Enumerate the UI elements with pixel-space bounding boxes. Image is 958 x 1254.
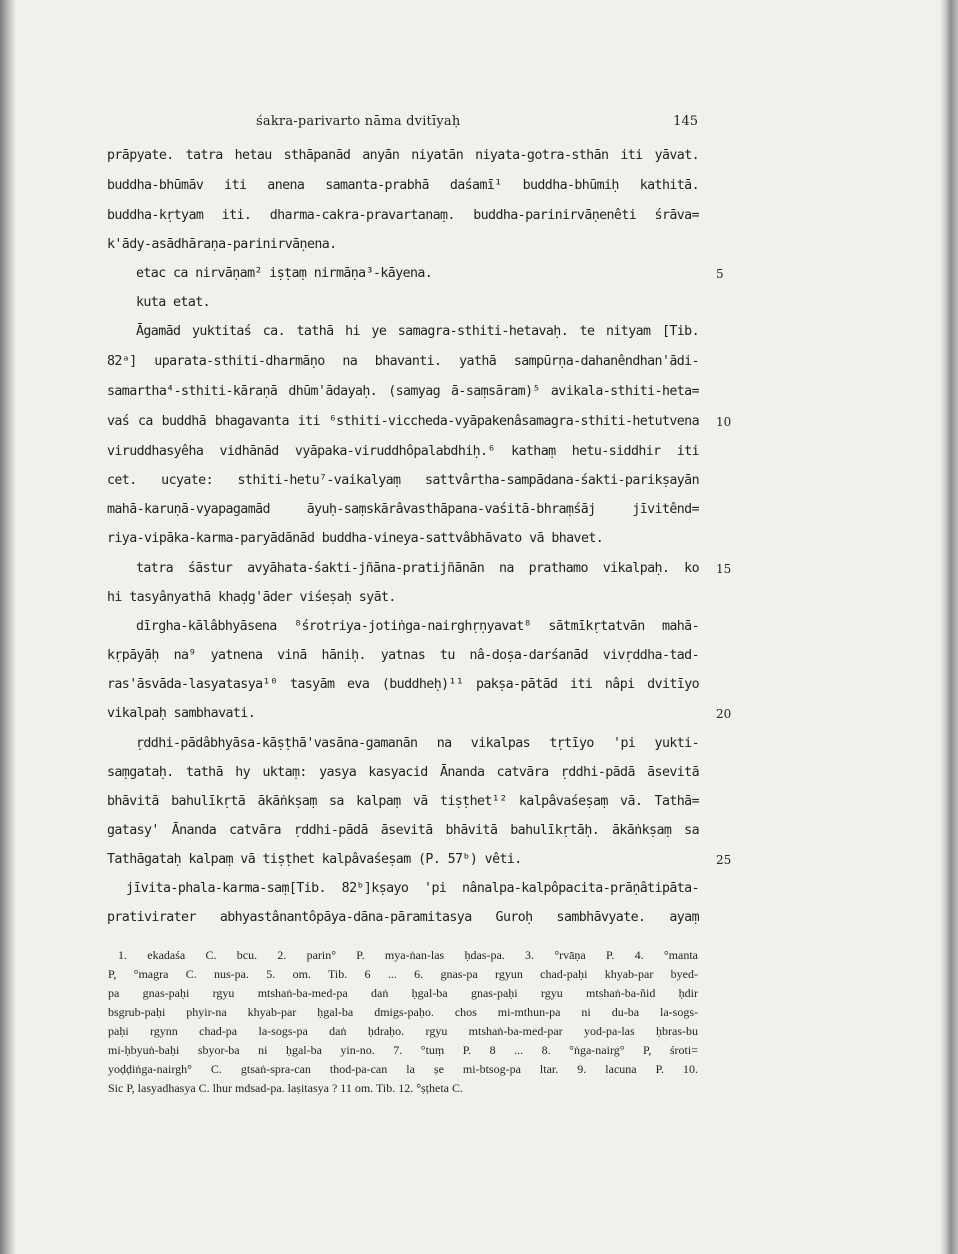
scan-shadow-left [0,0,16,1254]
text-line: ras'āsvāda-lasyatasya¹⁰ tasyām eva (buddheḥ)¹¹ pakṣa-pātād iti nâpi dvitīyo [107,677,699,692]
text-line: cet. ucyate: sthiti-hetu⁷-vaikalyaṃ sattvârtha-sampādana-śakti-parikṣayān [107,473,699,488]
footnote-line: mi-ḥbyuṅ-baḥi sbyor-ba ni ḥgal-ba yin-no. 7. °tuṃ P. 8 ... 8. °ṅga-nairg° P, śroti= [108,1043,698,1057]
scan-shadow-right [940,0,958,1254]
footnote-line: 1. ekadaśa C. bcu. 2. parin° P. mya-ṅan-las ḥdas-pa. 3. °rvāṇa P. 4. °manta [118,948,698,962]
line-number: 5 [716,267,724,281]
footnote-line: P, °magra C. nus-pa. 5. om. Tib. 6 ... 6. gnas-pa rgyun chad-paḥi khyab-par byed- [108,967,698,981]
footnote-line: pa gnas-paḥi rgyu mtshaṅ-ba-med-pa daṅ ḥgal-ba gnas-paḥi rgyu mtshaṅ-ba-ñid ḥdir [108,986,698,1000]
page-header [106,114,698,136]
text-line: Tathāgataḥ kalpaṃ vā tiṣṭhet kalpâvaśeṣam (P. 57ᵇ) vêti. [107,852,522,867]
text-line: kuta etat. [136,295,211,310]
text-line: mahā-karuṇā-vyapagamād āyuḥ-saṃskārâvasthāpana-vaśitā-bhraṃśāj jīvitênd= [107,502,699,517]
text-line: Āgamād yuktitaś ca. tathā hi ye samagra-sthiti-hetavaḥ. te nityam [Tib. [136,324,699,339]
text-line: kṛpāyāḥ na⁹ yatnena vinā hāniḥ. yatnas tu nâ-doṣa-darśanād vivṛddha-tad- [107,648,699,663]
text-line: prāpyate. tatra hetau sthāpanād anyān niyatān niyata-gotra-sthān iti yāvat. [107,148,699,163]
text-line: jīvita-phala-karma-saṃ[Tib. 82ᵇ]kṣayo 'pi nânalpa-kalpôpacita-prāṇâtipāta- [126,881,699,896]
text-line: dīrgha-kālâbhyāsena ⁸śrotriya-jotiṅga-nairghṛṇyavat⁸ sātmīkṛtatvān mahā- [136,619,699,634]
text-line: saṃgataḥ. tathā hy uktaṃ: yasya kasyacid Ānanda catvāra ṛddhi-pādā āsevitā [107,765,699,780]
text-line: samartha⁴-sthiti-kāraṇā dhūm'ādayaḥ. (samyag ā-saṃsāram)⁵ avikala-sthiti-heta= [107,384,699,399]
footnote-line: yoḍḍiṅga-nairgh° C. gtsaṅ-spra-can thod-pa-can la ṣe mi-btsog-pa ltar. 9. lacuna P. 10. [108,1062,698,1076]
text-line: hi tasyânyathā khaḍg'āder viśeṣaḥ syāt. [107,590,396,605]
text-line: riya-vipāka-karma-paryādānād buddha-vineya-sattvâbhāvato vā bhavet. [107,531,604,546]
running-title: śakra-parivarto nāma dvitīyaḥ [256,114,461,129]
text-line: etac ca nirvāṇam² iṣṭaṃ nirmāṇa³-kāyena. [136,266,433,281]
line-number: 20 [716,707,732,721]
page-number: 145 [673,114,698,129]
text-line: buddha-bhūmāv iti anena samanta-prabhā daśamī¹ buddha-bhūmiḥ kathitā. [107,178,699,193]
text-line: gatasy' Ānanda catvāra ṛddhi-pādā āsevitā bhāvitā bahulīkṛtāḥ. ākāṅkṣaṃ sa [107,823,699,838]
text-line: k'ādy-asādhāraṇa-parinirvāṇena. [107,237,337,252]
text-line: vaś ca buddhā bhagavanta iti ⁶sthiti-viccheda-vyāpakenâsamagra-sthiti-hetutvena [107,414,699,429]
text-line: ṛddhi-pādâbhyāsa-kāṣṭhā'vasāna-gamanān na vikalpas tṛtīyo 'pi yukti- [136,736,699,751]
line-number: 10 [716,415,732,429]
text-line: bhāvitā bahulīkṛtā ākāṅkṣaṃ sa kalpaṃ vā tiṣṭhet¹² kalpâvaśeṣaṃ vā. Tathā= [107,794,699,809]
text-line: vikalpaḥ sambhavati. [107,706,256,721]
text-line: prativirater abhyastânantôpāya-dāna-pāramitasya Guroḥ sambhāvyate. ayaṃ [107,910,699,925]
footnote-line: bsgrub-paḥi phyir-na khyab-par ḥgal-ba dmigs-paḥo. chos mi-mthun-pa ni du-ba la-sogs- [108,1005,698,1019]
line-number: 25 [716,853,732,867]
text-line: tatra śāstur avyāhata-śakti-jñāna-pratijñānān na prathamo vikalpaḥ. ko [136,561,699,576]
text-line: viruddhasyêha vidhānād vyāpaka-viruddhôpalabdhiḥ.⁶ kathaṃ hetu-siddhir iti [107,444,699,459]
footnote-line: Sic P, lasyadhasya C. lhur mdsad-pa. laṣitasya ? 11 om. Tib. 12. °ṣṭheta C. [108,1081,463,1095]
text-line: 82ᵃ] uparata-sthiti-dharmāṇo na bhavanti. yathā sampūrṇa-dahanêndhan'ādi- [107,354,699,369]
footnote-line: paḥi rgynn chad-pa la-sogs-pa daṅ ḥdraḥo. rgyu mtshaṅ-ba-med-par yod-pa-las ḥbras-bu [108,1024,698,1038]
text-line: buddha-kṛtyam iti. dharma-cakra-pravartanaṃ. buddha-parinirvāṇenêti śrāva= [107,208,699,223]
line-number: 15 [716,562,732,576]
